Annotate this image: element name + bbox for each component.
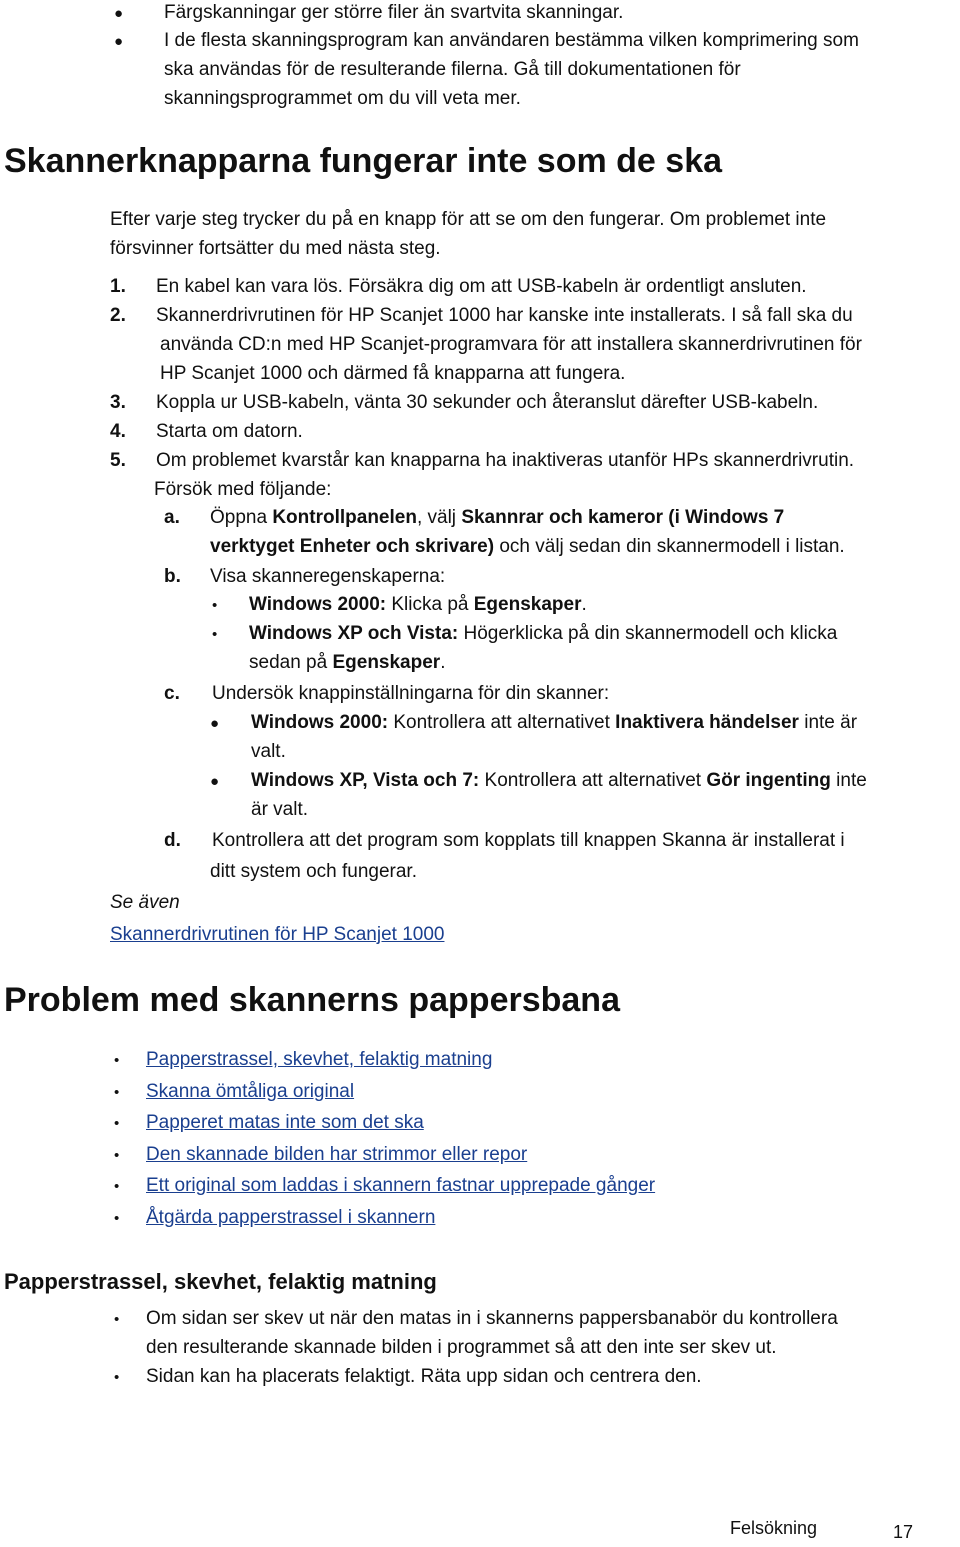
substep-text: Visa skanneregenskaperna: [210, 566, 446, 587]
section-heading: Problem med skannerns pappersbana [4, 981, 620, 1019]
step-text: HP Scanjet 1000 och därmed få knapparna att fungera. [160, 363, 626, 384]
intro-text: försvinner fortsätter du med nästa steg. [110, 238, 441, 259]
substep-text: Undersök knappinställningarna för din skanner: [212, 683, 610, 704]
bullet-text: den resulterande skannade bilden i programmet så att den inte ser skev ut. [146, 1337, 777, 1358]
footer-section: Felsökning [730, 1518, 818, 1538]
substep-label: a. [164, 507, 180, 528]
topic-link[interactable]: Den skannade bilden har strimmor eller repor [146, 1144, 528, 1165]
bullet-text: Sidan kan ha placerats felaktigt. Räta upp sidan och centrera den. [146, 1366, 702, 1387]
substep-item: sedan på Egenskaper. [249, 652, 446, 673]
step-number: 3. [110, 392, 126, 413]
bullet-icon: • [114, 1311, 120, 1328]
bullet-icon: • [114, 1369, 120, 1386]
step-text: En kabel kan vara lös. Försäkra dig om att USB-kabeln är ordentligt ansluten. [156, 276, 807, 297]
substep-item: är valt. [251, 799, 309, 820]
topic-link[interactable]: Ett original som laddas i skannern fastnar upprepade gånger [146, 1175, 656, 1196]
bullet-icon: • [212, 597, 218, 614]
bullet-icon: • [114, 1147, 120, 1164]
step-number: 2. [110, 305, 126, 326]
bullet-icon: • [114, 1210, 120, 1227]
bullet-icon: • [114, 1115, 120, 1132]
step-number: 1. [110, 276, 126, 297]
substep-label: b. [164, 566, 181, 587]
topic-link[interactable]: Papperstrassel, skevhet, felaktig matning [146, 1049, 493, 1070]
substep-item: Windows 2000: Klicka på Egenskaper. [249, 594, 587, 615]
bullet-text: ska användas för de resulterande filerna. Gå till dokumentationen för [164, 59, 741, 80]
bullet-icon: • [114, 1052, 120, 1069]
substep-text: verktyget Enheter och skrivare) och välj sedan din skannermodell i listan. [210, 536, 845, 557]
subsection-heading: Papperstrassel, skevhet, felaktig matning [4, 1269, 437, 1294]
bullet-icon: ● [114, 33, 124, 50]
topic-link[interactable]: Åtgärda papperstrassel i skannern [146, 1207, 436, 1228]
bullet-text: skanningsprogrammet om du vill veta mer. [164, 88, 521, 109]
topic-link[interactable]: Papperet matas inte som det ska [146, 1112, 424, 1133]
substep-text: ditt system och fungerar. [210, 861, 417, 882]
substep-label: d. [164, 830, 181, 851]
see-also-link[interactable]: Skannerdrivrutinen för HP Scanjet 1000 [110, 924, 445, 945]
see-also-label: Se även [110, 892, 180, 913]
bullet-icon: • [114, 1178, 120, 1195]
bullet-icon: ● [210, 715, 220, 732]
substep-item: Windows 2000: Kontrollera att alternativet Inaktivera händelser inte är [251, 712, 858, 733]
section-heading: Skannerknapparna fungerar inte som de ska [4, 142, 723, 180]
step-text: Skannerdrivrutinen för HP Scanjet 1000 har kanske inte installerats. I så fall ska du [156, 305, 853, 326]
substep-label: c. [164, 683, 180, 704]
substep-text: Kontrollera att det program som kopplats till knappen Skanna är installerat i [212, 830, 845, 851]
step-text: Försök med följande: [154, 479, 332, 500]
step-number: 5. [110, 450, 126, 471]
bullet-icon: ● [114, 5, 124, 22]
bullet-text: I de flesta skanningsprogram kan användaren bestämma vilken komprimering som [164, 30, 859, 51]
bullet-icon: • [114, 1084, 120, 1101]
step-number: 4. [110, 421, 126, 442]
bullet-icon: • [212, 626, 218, 643]
step-text: Koppla ur USB-kabeln, vänta 30 sekunder och återanslut därefter USB-kabeln. [156, 392, 819, 413]
bullet-icon: ● [210, 773, 220, 790]
bullet-text: Färgskanningar ger större filer än svartvita skanningar. [164, 2, 624, 23]
step-text: Starta om datorn. [156, 421, 303, 442]
bullet-text: Om sidan ser skev ut när den matas in i skannerns pappersbanabör du kontrollera [146, 1308, 838, 1329]
intro-text: Efter varje steg trycker du på en knapp för att se om den fungerar. Om problemet inte [110, 209, 827, 230]
substep-item: Windows XP, Vista och 7: Kontrollera att alternativet Gör ingenting inte [251, 770, 867, 791]
topic-link[interactable]: Skanna ömtåliga original [146, 1081, 355, 1102]
step-text: använda CD:n med HP Scanjet-programvara för att installera skannerdrivrutinen för [160, 334, 862, 355]
substep-text: Öppna Kontrollpanelen, välj Skannrar och kameror (i Windows 7 [210, 507, 785, 528]
substep-item: Windows XP och Vista: Högerklicka på din skannermodell och klicka [249, 623, 838, 644]
substep-item: valt. [251, 741, 286, 762]
page-number: 17 [893, 1522, 914, 1542]
step-text: Om problemet kvarstår kan knapparna ha inaktiveras utanför HPs skannerdrivrutin. [156, 450, 855, 471]
